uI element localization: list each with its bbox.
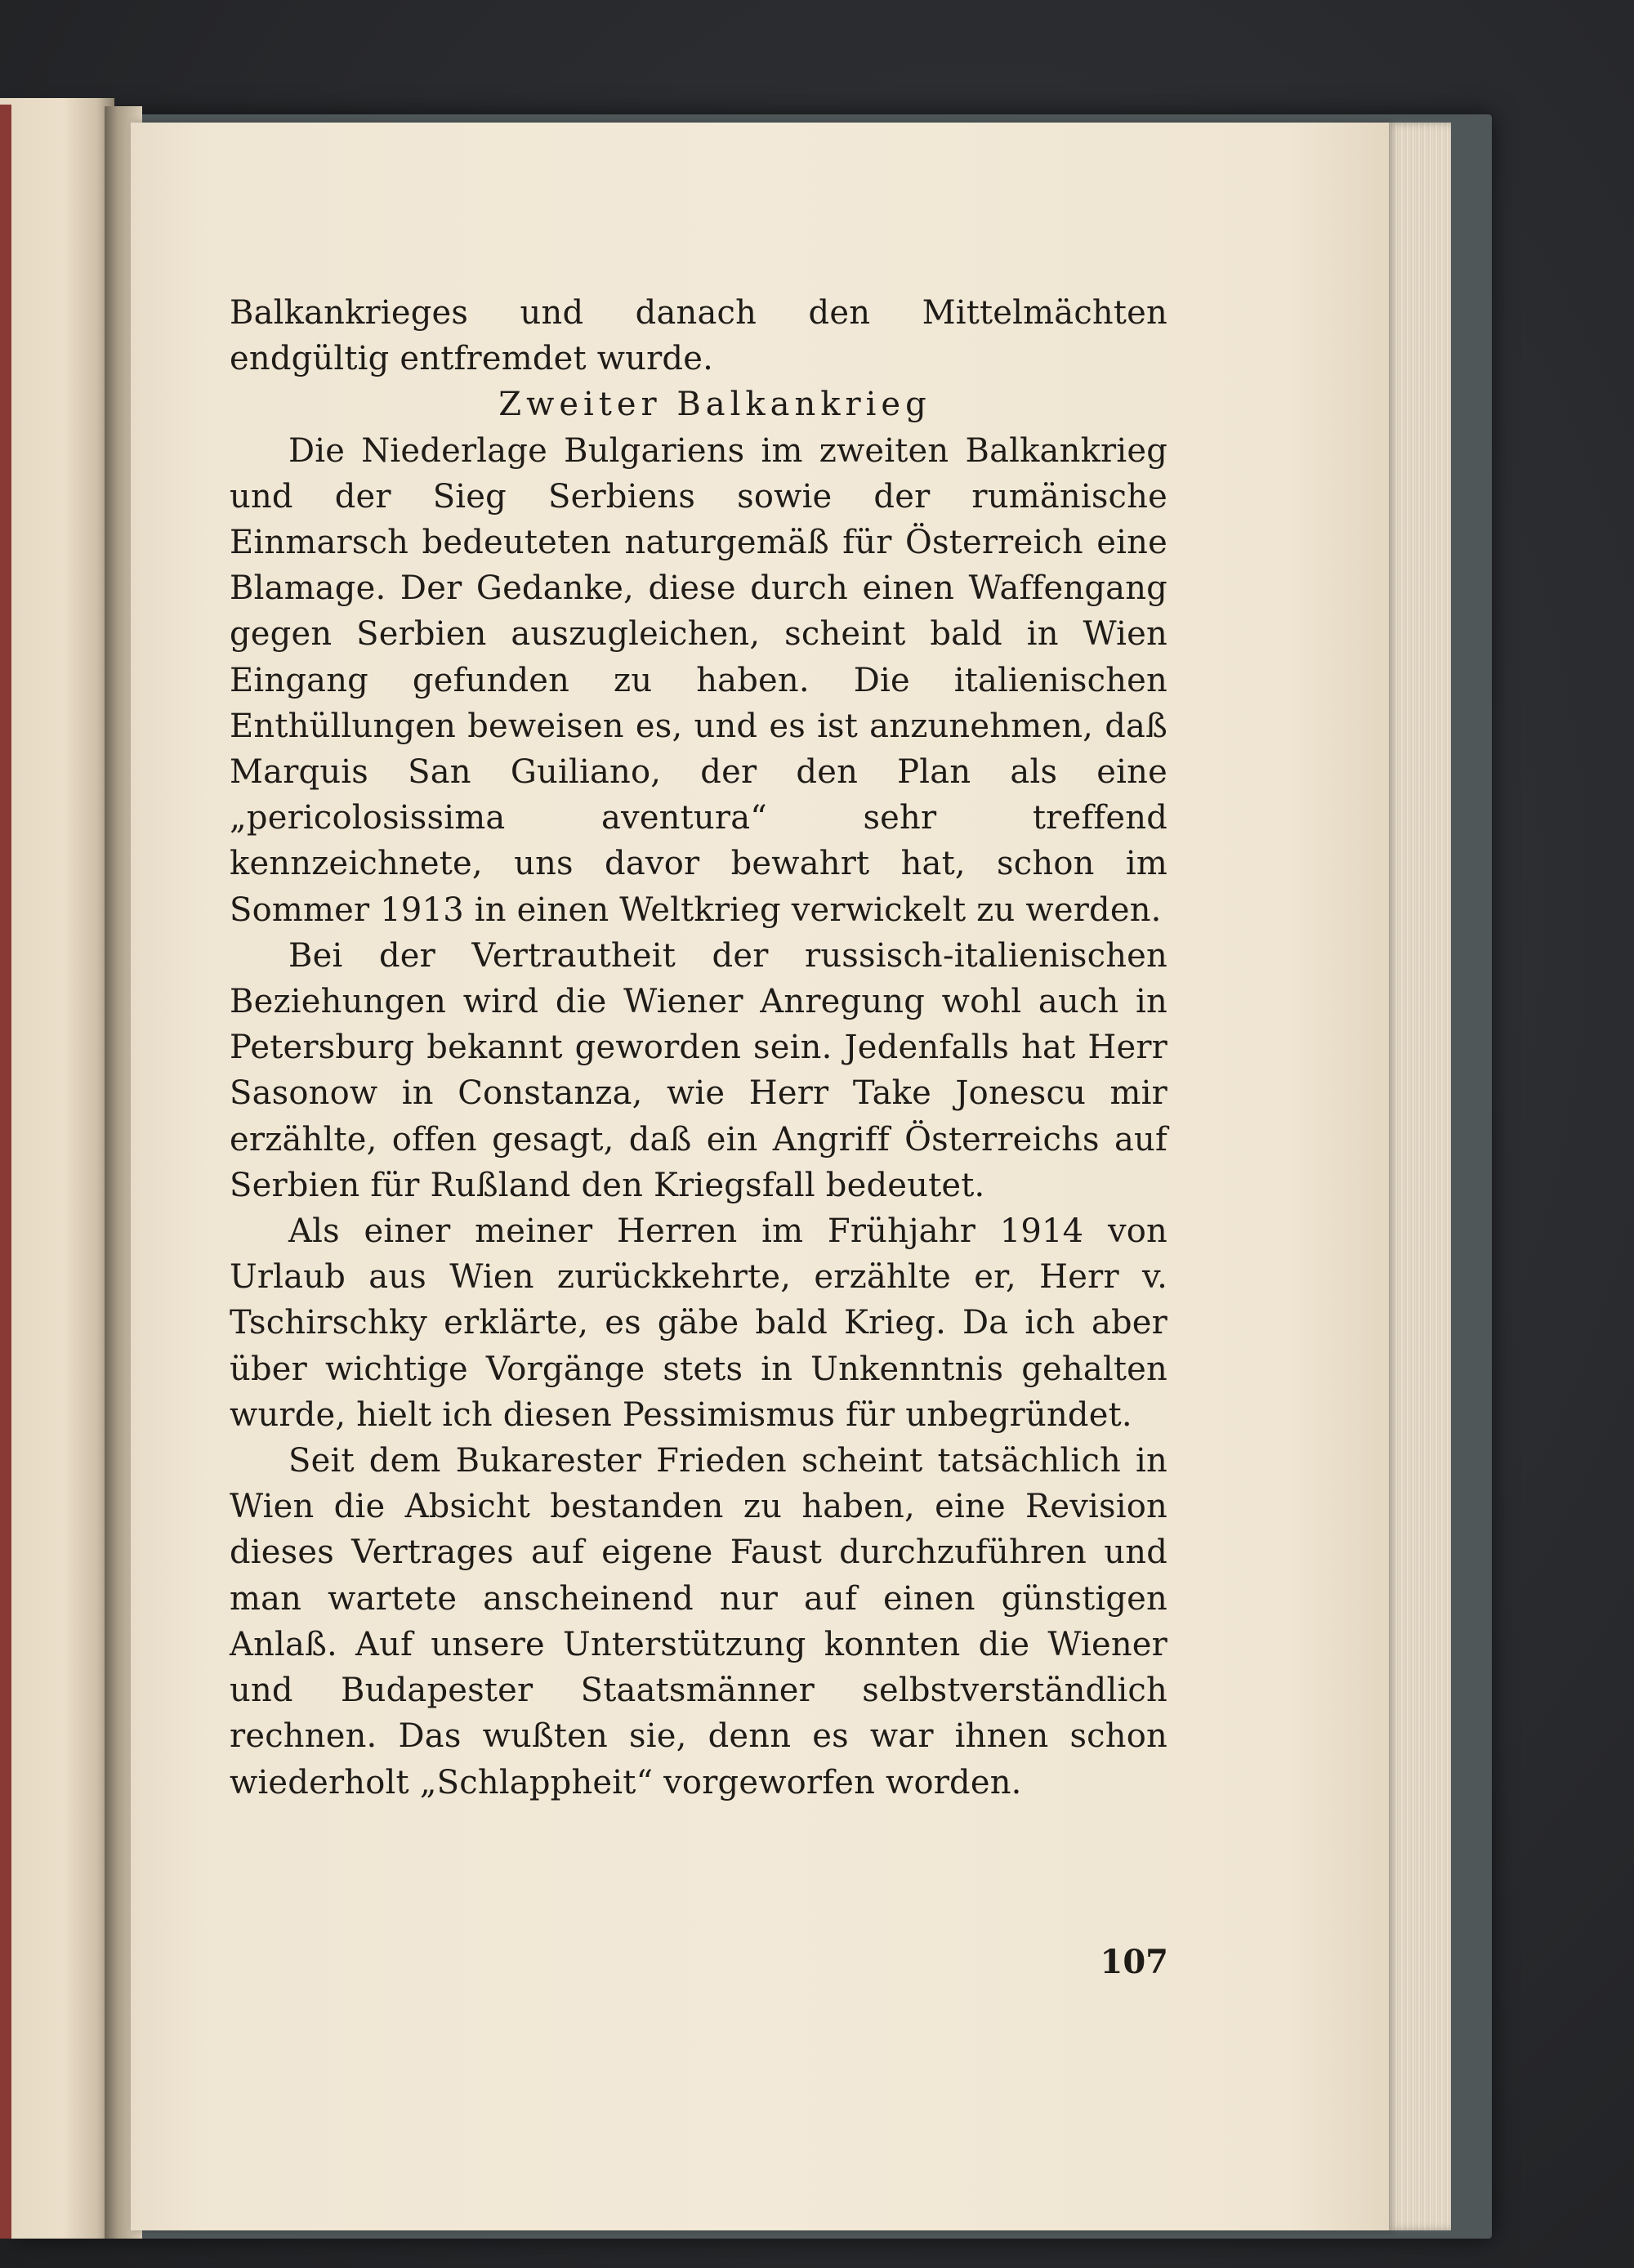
paragraph: Die Niederlage Bulgariens im zweiten Balkankrieg und der Sieg Serbiens sowie der rumänische Einmarsch bedeuteten naturgemäß für Österreich eine Blamage. Der Gedanke, diese durch einen Waffengang gegen Serbien auszugleichen, scheint bald in Wien Eingang gefunden zu haben. Die italienischen Enthüllungen beweisen es, und es ist anzunehmen, daß Marquis San Guiliano, der den Plan als eine „pericolosissima aventura“ sehr treffend kennzeichnete, uns davor bewahrt hat, schon im Sommer 1913 in einen Weltkrieg verwickelt zu werden.: [230, 431, 1167, 929]
paragraph: Als einer meiner Herren im Frühjahr 1914 von Urlaub aus Wien zurückkehrte, erzählte er, Herr v. Tschirschky erklärte, es gäbe bald Krieg. Da ich aber über wichtige Vorgänge stets in Unkenntnis gehalten wurde, hielt ich diesen Pessimismus für unbegründet.: [230, 1212, 1167, 1434]
page-block-edges: [1381, 123, 1451, 2230]
left-page: [0, 98, 114, 2239]
page-text-block: [230, 290, 1167, 1806]
left-page-edge: [0, 105, 11, 2239]
page-number: 107: [1100, 1943, 1168, 1981]
paragraph: Seit dem Bukarester Frieden scheint tatsächlich in Wien die Absicht bestanden zu haben, eine Revision dieses Vertrages auf eigene Faust durchzuführen und man wartete anscheinend nur auf einen günstigen Anlaß. Auf unsere Unterstützung konnten die Wiener und Budapester Staatsmänner selbstverständlich rechnen. Das wußten sie, denn es war ihnen schon wiederholt „Schlappheit“ vorgeworfen worden.: [230, 1442, 1167, 1801]
section-heading: Zweiter Balkankrieg: [498, 386, 931, 424]
paragraph-continued: Balkankrieges und danach den Mittelmächten endgültig entfremdet wurde.: [230, 294, 1167, 378]
paragraph: Bei der Vertrautheit der russisch-italienischen Beziehungen wird die Wiener Anregung wohl auch in Petersburg bekannt geworden sein. Jedenfalls hat Herr Sasonow in Constanza, wie Herr Take Jonescu mir erzählte, offen gesagt, daß ein Angriff Österreichs auf Serbien für Rußland den Kriegsfall bedeutet.: [230, 936, 1167, 1204]
